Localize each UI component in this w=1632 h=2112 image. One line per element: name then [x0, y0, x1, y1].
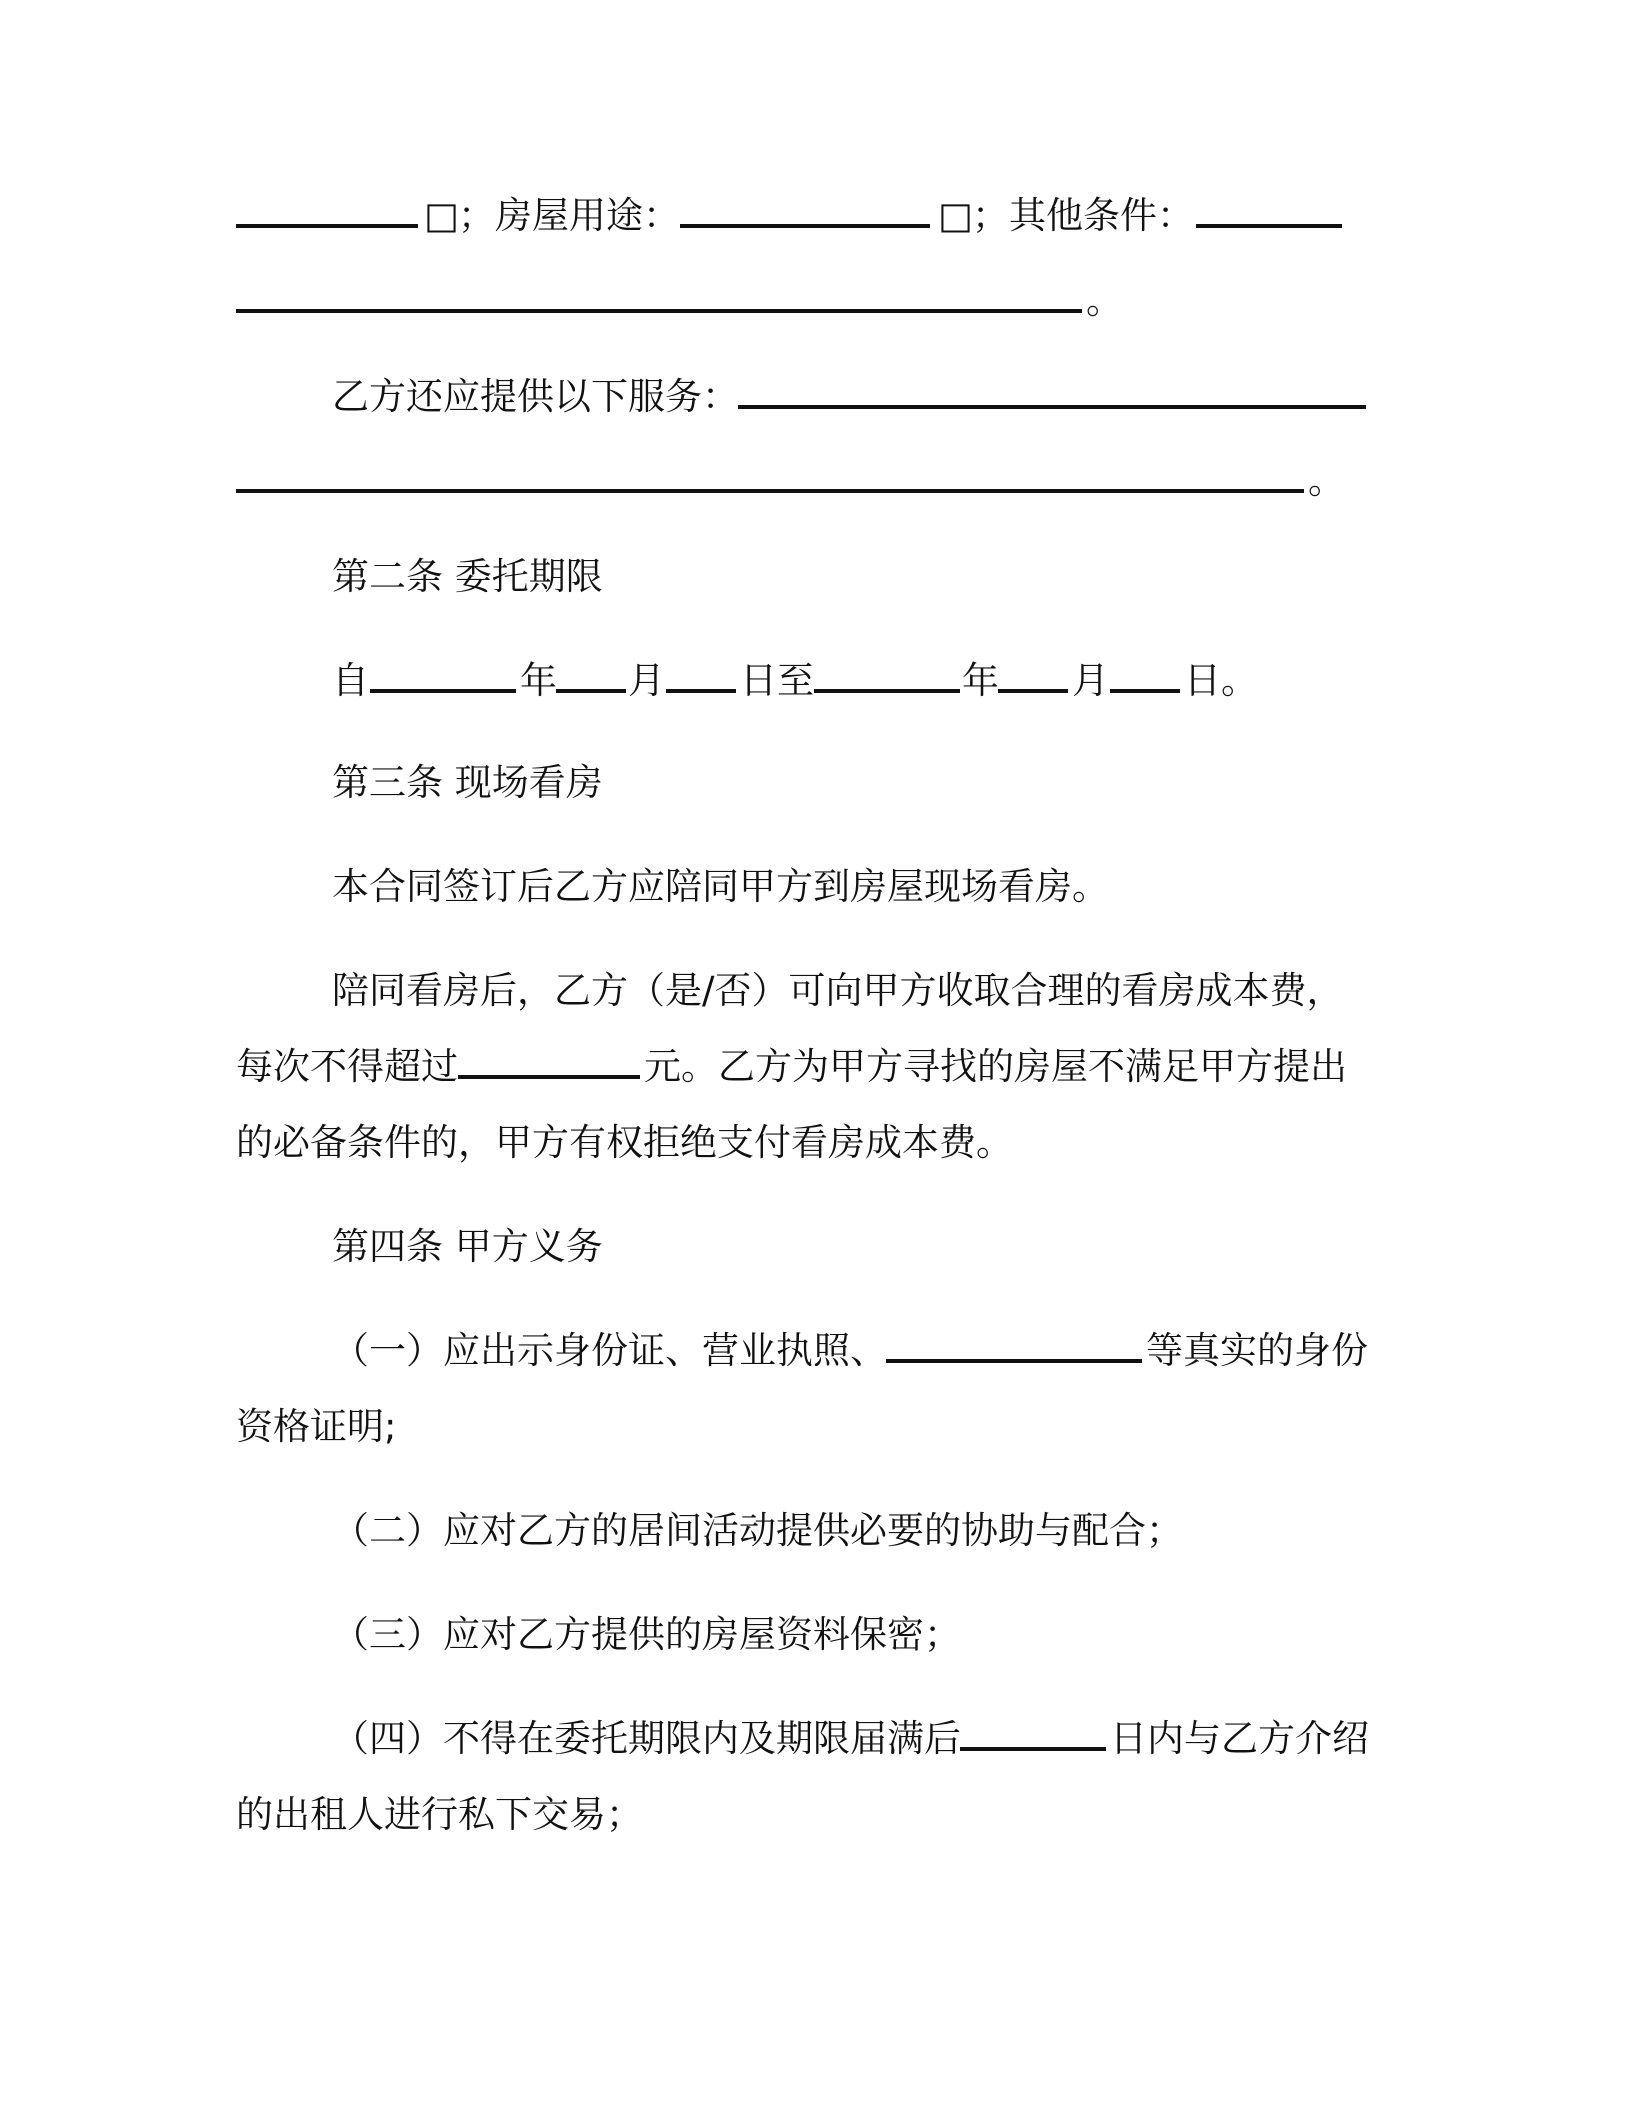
month-text: 月	[1072, 659, 1109, 702]
blank-field-services[interactable]	[738, 375, 1366, 409]
paragraph-text: 元。乙方为甲方寻找的房屋不满足甲方提出	[644, 1045, 1347, 1088]
blank-days[interactable]	[960, 1717, 1106, 1751]
year-text: 年	[520, 659, 557, 702]
paragraph-text: 本合同签订后乙方应陪同甲方到房屋现场看房。	[332, 865, 1109, 908]
paragraph-text: 资格证明;	[236, 1405, 397, 1448]
checkbox[interactable]: □	[424, 194, 459, 237]
period: 。	[1308, 459, 1345, 502]
from-text: 自	[332, 659, 369, 702]
blank-start-day[interactable]	[666, 659, 736, 693]
house-use-label: ；房屋用途：	[458, 194, 680, 237]
heading-text: 第三条 现场看房	[332, 761, 603, 804]
paragraph-text: 日内与乙方介绍	[1110, 1717, 1369, 1760]
other-conditions-label: ；其他条件：	[972, 194, 1194, 237]
blank-end-day[interactable]	[1110, 659, 1180, 693]
services-label: 乙方还应提供以下服务：	[332, 375, 739, 418]
blank-start-year[interactable]	[370, 659, 516, 693]
day-to-text: 日至	[740, 659, 814, 702]
blank-id-documents[interactable]	[886, 1329, 1142, 1363]
month-text: 月	[628, 659, 665, 702]
paragraph-text: 陪同看房后，乙方（是/否）可向甲方收取合理的看房成本费，	[332, 969, 1344, 1012]
paragraph-text: 的必备条件的，甲方有权拒绝支付看房成本费。	[236, 1121, 1013, 1164]
paragraph-text: （一）应出示身份证、营业执照、	[332, 1329, 887, 1372]
blank-field-house-use[interactable]	[680, 194, 930, 228]
blank-end-month[interactable]	[998, 659, 1068, 693]
checkbox[interactable]: □	[938, 194, 973, 237]
blank-field[interactable]	[236, 459, 1304, 493]
paragraph-text: （三）应对乙方提供的房屋资料保密；	[332, 1613, 961, 1656]
period: 。	[1086, 279, 1123, 322]
blank-field[interactable]	[236, 194, 418, 228]
paragraph-text: （四）不得在委托期限内及期限届满后	[332, 1717, 961, 1760]
heading-text: 第二条 委托期限	[332, 555, 603, 598]
year-text: 年	[962, 659, 999, 702]
paragraph-text: 等真实的身份	[1146, 1329, 1368, 1372]
blank-start-month[interactable]	[556, 659, 626, 693]
blank-end-year[interactable]	[814, 659, 960, 693]
blank-field-other-conditions[interactable]	[1196, 194, 1342, 228]
paragraph-text: 每次不得超过	[236, 1045, 458, 1088]
heading-text: 第四条 甲方义务	[332, 1225, 603, 1268]
blank-field[interactable]	[236, 279, 1082, 313]
day-end-text: 日。	[1184, 659, 1258, 702]
blank-max-fee[interactable]	[458, 1045, 640, 1079]
paragraph-text: 的出租人进行私下交易；	[236, 1793, 643, 1836]
paragraph-text: （二）应对乙方的居间活动提供必要的协助与配合；	[332, 1509, 1183, 1552]
